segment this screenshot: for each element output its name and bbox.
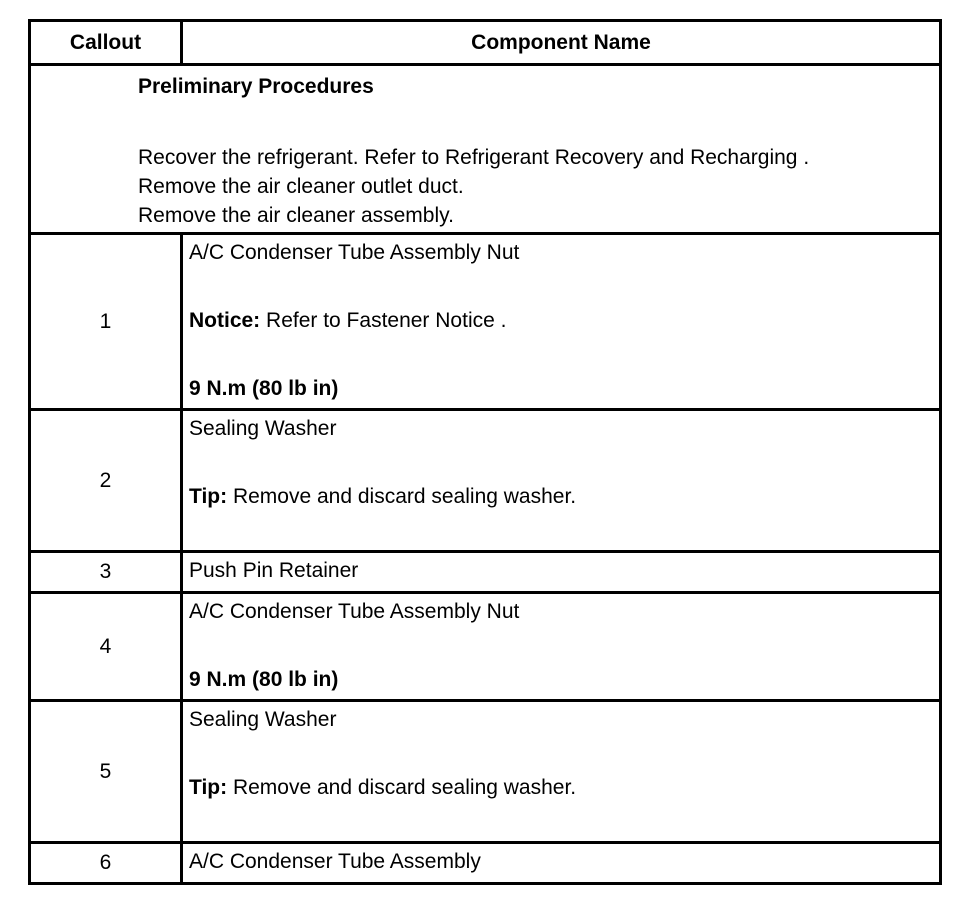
- callout-number: 3: [31, 553, 183, 591]
- table-row: [31, 232, 939, 408]
- notice-label: Notice:: [189, 309, 261, 332]
- component-name: A/C Condenser Tube Assembly Nut: [189, 600, 520, 623]
- component-cell: [183, 702, 939, 841]
- component-name: Sealing Washer: [189, 708, 337, 731]
- preliminary-procedures-row: [31, 63, 939, 232]
- preliminary-step: Recover the refrigerant. Refer to Refrigerant Recovery and Recharging .: [138, 146, 810, 169]
- tip-label: Tip:: [189, 776, 228, 799]
- component-cell: [183, 553, 939, 591]
- callout-number: 4: [31, 594, 183, 699]
- preliminary-procedures-cell: [31, 66, 939, 232]
- preliminary-step: Remove the air cleaner assembly.: [138, 204, 454, 227]
- table-row: [31, 699, 939, 841]
- notice-line: [189, 309, 506, 333]
- table-row: [31, 550, 939, 591]
- component-name: A/C Condenser Tube Assembly Nut: [189, 241, 520, 264]
- callout-number: 5: [31, 702, 183, 841]
- component-name-header: Component Name: [471, 30, 651, 54]
- torque-spec: 9 N.m (80 lb in): [189, 377, 339, 400]
- tip-text: Remove and discard sealing washer.: [227, 776, 577, 799]
- table-row: [31, 591, 939, 699]
- component-name: Push Pin Retainer: [189, 559, 359, 582]
- preliminary-procedures-title: Preliminary Procedures: [138, 75, 374, 98]
- callout-number: 6: [31, 844, 183, 882]
- component-cell: [183, 844, 939, 882]
- preliminary-steps: [138, 143, 809, 230]
- notice-text: Refer to Fastener Notice .: [260, 309, 507, 332]
- tip-line: [189, 485, 576, 509]
- component-cell: [183, 411, 939, 550]
- component-cell: [183, 235, 939, 408]
- table-row: [31, 408, 939, 550]
- table-row: [31, 841, 939, 882]
- callout-number: 1: [31, 235, 183, 408]
- tip-line: [189, 776, 576, 800]
- component-name: A/C Condenser Tube Assembly: [189, 850, 481, 873]
- preliminary-step: Remove the air cleaner outlet duct.: [138, 175, 464, 198]
- table-header: [31, 22, 939, 63]
- callout-header: Callout: [31, 22, 183, 63]
- torque-spec: 9 N.m (80 lb in): [189, 668, 339, 691]
- component-table: [28, 19, 942, 885]
- tip-text: Remove and discard sealing washer.: [227, 485, 577, 508]
- component-cell: [183, 594, 939, 699]
- component-name: Sealing Washer: [189, 417, 337, 440]
- tip-label: Tip:: [189, 485, 228, 508]
- callout-number: 2: [31, 411, 183, 550]
